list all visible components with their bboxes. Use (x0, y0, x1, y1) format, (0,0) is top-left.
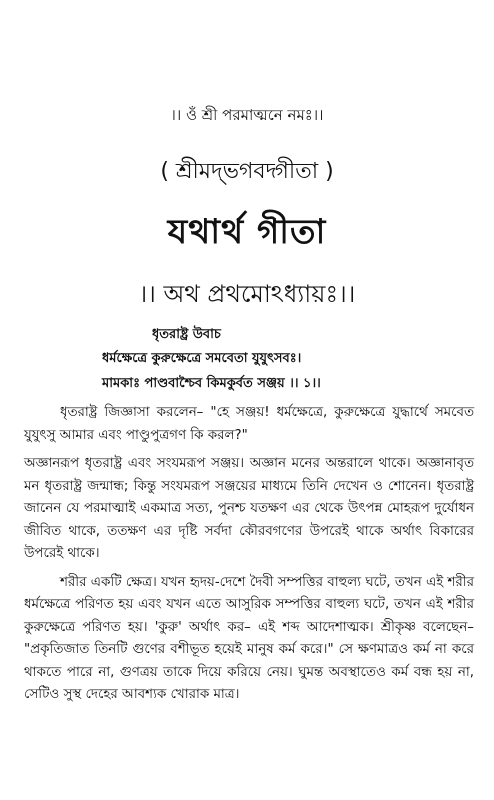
commentary-body (24, 402, 474, 709)
verse-line-1: ধর্মক্ষেত্রে কুরুক্ষেত্রে সমবেতা যুযুৎসবঃ। (102, 351, 302, 366)
book-title: যথার্থ গীতা (167, 212, 327, 252)
chapter-heading: ।। অথ প্রথমোঽধ্যায়ঃ।। (138, 280, 356, 308)
verse-speaker: ধৃতরাষ্ট্র উবাচ (152, 327, 221, 342)
paragraph-3: শরীর একটি ক্ষেত্র। যখন হৃদয়-দেশে দৈবী সম্পত্তির বাহুল্য ঘটে, তখন এই শরীর ধর্মক্ষেত্রে পরিণত হয় এবং যখন এতে আসুরিক সম্পত্তির বাহুল্য ঘটে, তখন এই শরীর কুরুক্ষেত্রে পরিণত হয়। 'কুরু' অর্থাৎ কর– এই শব্দ আদেশাত্মক। শ্রীকৃষ্ণ বলেছেন– "প্রকৃতিজাত তিনটি গুণের বশীভূত হয়েই মানুষ কর্ম করে।" সে ক্ষণমাত্রও কর্ম না করে থাকতে পারে না, গুণত্রয় তাকে দিয়ে করিয়ে নেয়। ঘুমন্ত অবস্থাতেও কর্ম বন্ধ হয় না, সেটিও সুস্থ দেহের আবশ্যক খোরাক মাত্র। (24, 574, 474, 702)
paragraph-1: ধৃতরাষ্ট্র জিজ্ঞাসা করলেন– "হে সঞ্জয়! ধর্মক্ষেত্রে, কুরুক্ষেত্রে যুদ্ধার্থে সমবেত যুযুৎসু আমার এবং পাণ্ডুপুত্রগণ কি করল?" (24, 405, 474, 443)
book-subtitle: ( শ্রীমদ্‌ভগবদ্গীতা ) (160, 159, 334, 184)
verse-block (0, 324, 494, 396)
invocation-line: ।। ওঁ শ্রী পরমাত্মনে নমঃ।। (170, 106, 324, 124)
paragraph-2: অজ্ঞানরূপ ধৃতরাষ্ট্র এবং সংযমরূপ সঞ্জয়। অজ্ঞান মনের অন্তরালে থাকে। অজ্ঞানাবৃত মন ধৃতরাষ্ট্র জন্মান্ধ; কিন্তু সংযমরূপ সঞ্জয়ের মাধ্যমে তিনি দেখেন ও শোনেন। ধৃতরাষ্ট্র জানেন যে পরমাত্মাই একমাত্র সত্য, পুনশ্চ যতক্ষণ এর থেকে উৎপন্ন মোহরূপ দুর্যোধন জীবিত থাকে, ততক্ষণ এর দৃষ্টি সর্বদা কৌরবগণের উপরেই থাকে অর্থাৎ বিকারের উপরেই থাকে। (24, 456, 474, 561)
verse-line-2: মামকাঃ পাণ্ডবাশ্চৈব কিমকুর্বত সঞ্জয় ।। ১।। (102, 376, 321, 391)
